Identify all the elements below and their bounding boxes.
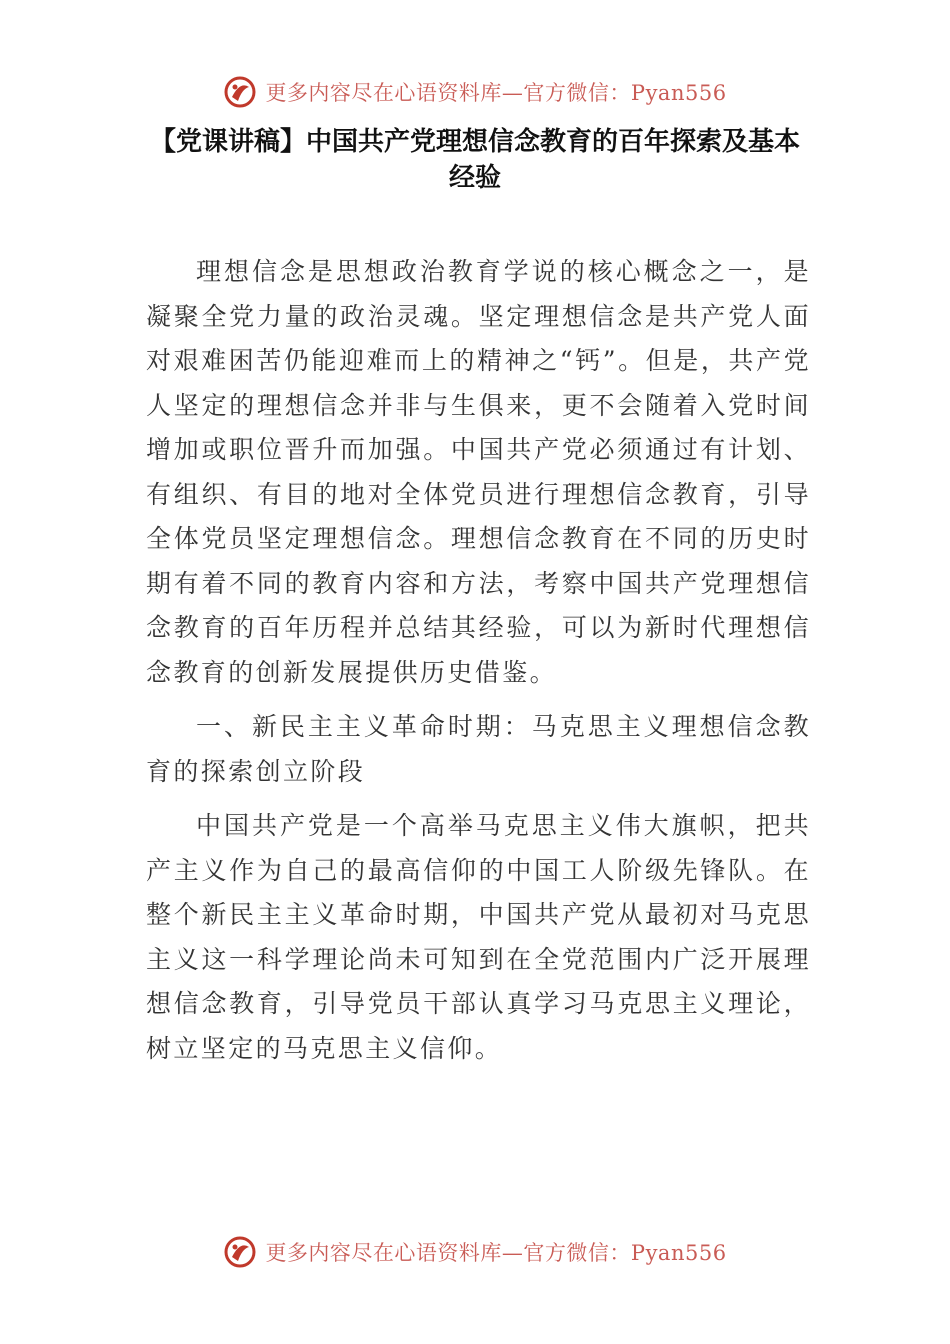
body-paragraph: 中国共产党是一个高举马克思主义伟大旗帜，把共产主义作为自己的最高信仰的中国工人阶级先锋队。在整个新民主主义革命时期，中国共产党从最初对马克思主义这一科学理论尚未可知到在全党范围内广泛开展理想信念教育，引导党员干部认真学习马克思主义理论，树立坚定的马克思主义信仰。 xyxy=(146,811,811,1063)
document-title: 【党课讲稿】中国共产党理想信念教育的百年探索及基本经验 xyxy=(149,127,800,193)
document-body xyxy=(146,250,811,1081)
header-banner-text: 更多内容尽在心语资料库—官方微信：Pyan556 xyxy=(265,81,727,105)
footer-banner xyxy=(0,1230,950,1274)
header-banner xyxy=(0,70,950,114)
logo-icon xyxy=(223,75,257,109)
body-paragraph: 理想信念是思想政治教育学说的核心概念之一，是凝聚全党力量的政治灵魂。坚定理想信念是共产党人面对艰难困苦仍能迎难而上的精神之“钙”。但是，共产党人坚定的理想信念并非与生俱来，更不会随着入党时间增加或职位晋升而加强。中国共产党必须通过有计划、有组织、有目的地对全体党员进行理想信念教育，引导全体党员坚定理想信念。理想信念教育在不同的历史时期有着不同的教育内容和方法，考察中国共产党理想信念教育的百年历程并总结其经验，可以为新时代理想信念教育的创新发展提供历史借鉴。 xyxy=(146,257,811,687)
footer-banner-text: 更多内容尽在心语资料库—官方微信：Pyan556 xyxy=(265,1241,727,1265)
logo-icon xyxy=(223,1235,257,1269)
section-heading: 一、新民主主义革命时期：马克思主义理想信念教育的探索创立阶段 xyxy=(146,712,811,786)
